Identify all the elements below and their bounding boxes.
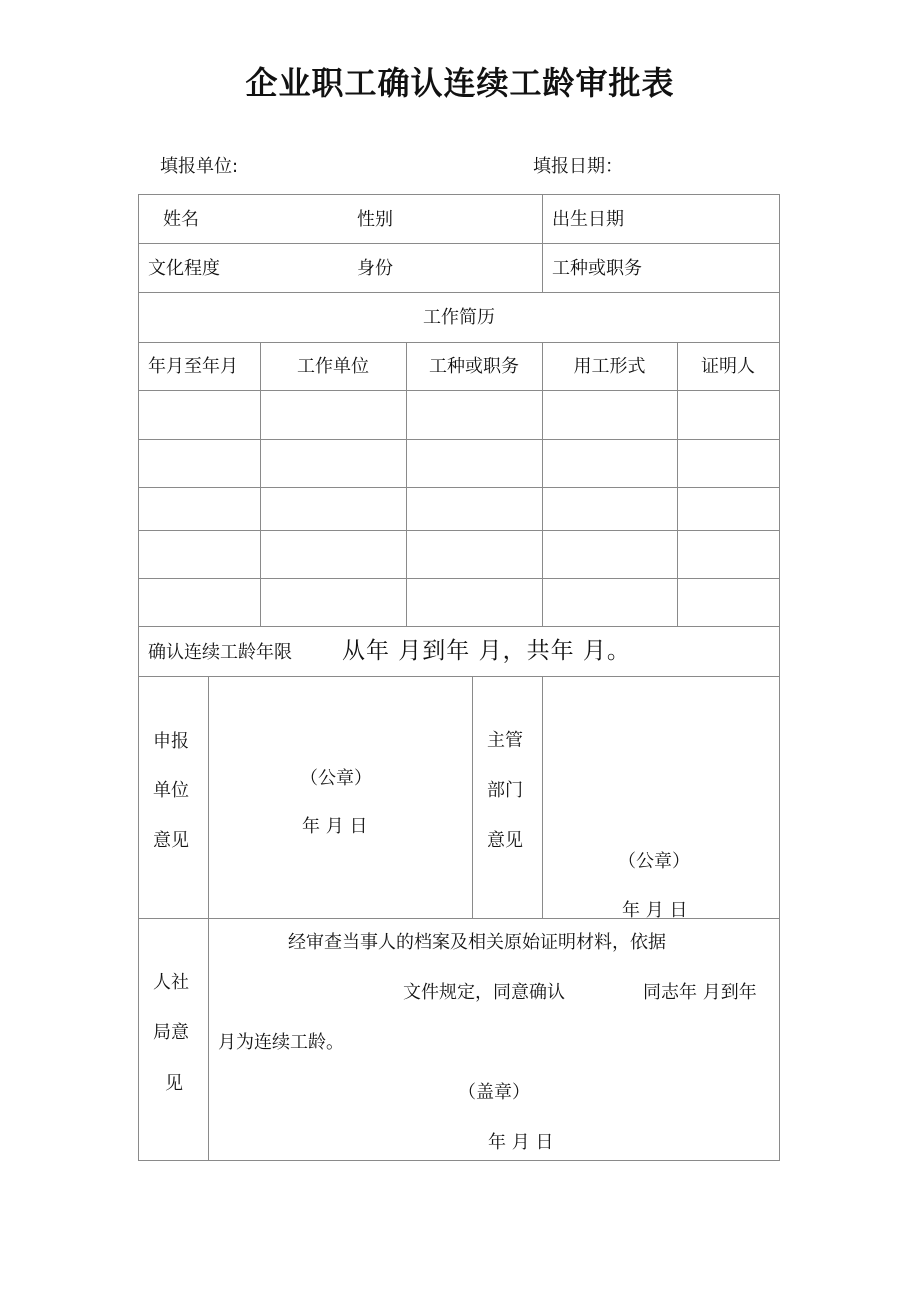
- history-col-position: 工种或职务: [429, 356, 519, 377]
- bureau-opinion-text-1: 经审查当事人的档案及相关原始证明材料，依据: [288, 932, 666, 953]
- applicant-opinion-label-3: 意见: [153, 830, 189, 851]
- bureau-opinion-text-2a: 文件规定，同意确认: [403, 982, 565, 1003]
- bureau-date: 年 月 日: [488, 1132, 554, 1153]
- bureau-opinion-label-1: 人社: [153, 972, 189, 993]
- birth-date-label: 出生日期: [552, 209, 624, 230]
- applicant-seal: （公章）: [300, 768, 372, 789]
- history-col-period: 年月至年月: [148, 356, 238, 377]
- page-title: 企业职工确认连续工龄审批表: [245, 64, 675, 102]
- bureau-opinion-text-2b: 同志年 月到年: [643, 982, 757, 1003]
- reporting-unit-label: 填报单位:: [160, 156, 239, 177]
- education-label: 文化程度: [148, 258, 220, 279]
- job-type-label: 工种或职务: [552, 258, 642, 279]
- dept-opinion-label-2: 部门: [487, 780, 523, 801]
- seniority-label: 确认连续工龄年限: [148, 642, 292, 663]
- applicant-opinion-label-1: 申报: [153, 731, 189, 752]
- dept-opinion-label-3: 意见: [487, 830, 523, 851]
- history-col-employer: 工作单位: [297, 356, 369, 377]
- bureau-opinion-text-3: 月为连续工龄。: [218, 1032, 344, 1053]
- dept-opinion-label-1: 主管: [487, 730, 523, 751]
- history-col-employment-type: 用工形式: [573, 356, 646, 377]
- history-col-witness: 证明人: [701, 356, 755, 377]
- bureau-opinion-label-2: 局意: [153, 1022, 189, 1043]
- bureau-seal: （盖章）: [458, 1082, 530, 1103]
- dept-seal: （公章）: [618, 851, 690, 872]
- applicant-date: 年 月 日: [302, 816, 368, 837]
- reporting-date-label: 填报日期：: [533, 156, 623, 177]
- applicant-opinion-label-2: 单位: [153, 780, 189, 801]
- bureau-opinion-label-3: 见: [165, 1073, 183, 1094]
- identity-label: 身份: [357, 258, 393, 279]
- seniority-value: 从年 月到年 月，共年 月。: [342, 638, 631, 664]
- dept-date: 年 月 日: [622, 900, 688, 921]
- gender-label: 性别: [357, 209, 393, 230]
- work-history-title: 工作简历: [423, 307, 495, 328]
- name-label: 姓名: [163, 209, 199, 230]
